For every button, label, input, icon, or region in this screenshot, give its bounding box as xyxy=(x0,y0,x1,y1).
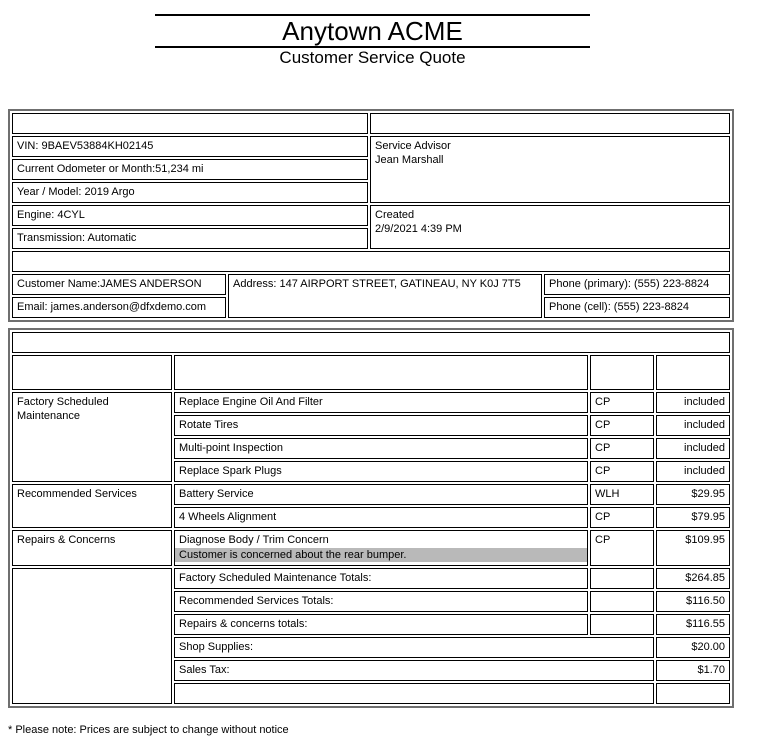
service-labor: CP xyxy=(590,415,654,436)
created-cell xyxy=(370,205,730,249)
vehicle-vin: VIN: 9BAEV53884KH02145 xyxy=(12,136,368,157)
service-group-repairs: Repairs & Concerns xyxy=(12,530,172,566)
col-header-services: Services xyxy=(174,355,588,390)
requested-services-title: Requested Services xyxy=(12,332,730,353)
customer-concern-note: Customer is concerned about the rear bumper. xyxy=(175,548,587,562)
vehicle-info-header: Vehicle Information xyxy=(12,113,368,134)
service-name: Battery Service xyxy=(174,484,588,505)
page-subtitle: Customer Service Quote xyxy=(279,48,466,67)
customer-name: Customer Name:JAMES ANDERSON xyxy=(12,274,226,295)
totals-label: Factory Scheduled Maintenance Totals: xyxy=(174,568,588,589)
service-name: Rotate Tires xyxy=(174,415,588,436)
service-name: Replace Engine Oil And Filter xyxy=(174,392,588,413)
totals-label: Recommended Services Totals: xyxy=(174,591,588,612)
vehicle-engine: Engine: 4CYL xyxy=(12,205,368,226)
document-header xyxy=(155,14,590,69)
customer-phone-primary: Phone (primary): (555) 223-8824 xyxy=(544,274,730,295)
customer-phone-cell: Phone (cell): (555) 223-8824 xyxy=(544,297,730,318)
service-estimate: included xyxy=(656,438,730,459)
col-header-labor-type: Labor Type xyxy=(590,355,654,390)
service-advisor-cell xyxy=(370,136,730,203)
col-header-service-type: Service Type xyxy=(12,355,172,390)
service-quote-page xyxy=(0,14,757,736)
preliminary-total-label: Preliminary Estimated Total: xyxy=(174,683,654,704)
customer-address: Address: 147 AIRPORT STREET, GATINEAU, NY K0J 7T5 xyxy=(228,274,542,318)
totals-value: $20.00 xyxy=(656,637,730,658)
totals-label: Shop Supplies: xyxy=(174,637,654,658)
price-disclaimer-note: * Please note: Prices are subject to change without notice xyxy=(8,724,289,736)
service-name: Multi-point Inspection xyxy=(174,438,588,459)
created-label: Created xyxy=(375,209,415,221)
service-labor: CP xyxy=(590,507,654,528)
service-advisor-name: Jean Marshall xyxy=(375,154,444,166)
service-type-empty-cell xyxy=(12,568,172,704)
service-estimate: $109.95 xyxy=(656,530,730,566)
service-row xyxy=(12,392,730,413)
service-dept-header: Service Department Information xyxy=(370,113,730,134)
service-advisor-label: Service Advisor xyxy=(375,140,451,152)
totals-row xyxy=(12,568,730,589)
labor-empty-cell xyxy=(590,568,654,589)
totals-value: $116.55 xyxy=(656,614,730,635)
service-estimate: $79.95 xyxy=(656,507,730,528)
col-header-line-estimate: Line Estimate xyxy=(656,355,730,390)
service-group-factory: Factory Scheduled Maintenance xyxy=(12,392,172,482)
service-row xyxy=(12,530,730,566)
service-name: Diagnose Body / Trim Concern xyxy=(179,534,329,546)
vehicle-customer-info-table xyxy=(8,109,734,322)
service-group-recommended: Recommended Services xyxy=(12,484,172,528)
service-estimate: $29.95 xyxy=(656,484,730,505)
requested-services-table xyxy=(8,328,734,708)
service-estimate: included xyxy=(656,415,730,436)
totals-value: $1.70 xyxy=(656,660,730,681)
totals-value: $264.85 xyxy=(656,568,730,589)
vehicle-transmission: Transmission: Automatic xyxy=(12,228,368,249)
page-title: Anytown ACME xyxy=(282,16,463,46)
service-estimate: included xyxy=(656,461,730,482)
vehicle-odometer: Current Odometer or Month:51,234 mi xyxy=(12,159,368,180)
customer-email: Email: james.anderson@dfxdemo.com xyxy=(12,297,226,318)
service-name-with-note xyxy=(174,530,588,566)
service-name: 4 Wheels Alignment xyxy=(174,507,588,528)
created-value: 2/9/2021 4:39 PM xyxy=(375,223,462,235)
totals-label: Sales Tax: xyxy=(174,660,654,681)
labor-empty-cell xyxy=(590,591,654,612)
service-labor: WLH xyxy=(590,484,654,505)
labor-empty-cell xyxy=(590,614,654,635)
preliminary-total-value: $491.40 xyxy=(656,683,730,704)
service-estimate: included xyxy=(656,392,730,413)
service-labor: CP xyxy=(590,392,654,413)
service-labor: CP xyxy=(590,461,654,482)
service-name: Replace Spark Plugs xyxy=(174,461,588,482)
totals-label: Repairs & concerns totals: xyxy=(174,614,588,635)
service-labor: CP xyxy=(590,438,654,459)
totals-value: $116.50 xyxy=(656,591,730,612)
service-labor: CP xyxy=(590,530,654,566)
vehicle-year-model: Year / Model: 2019 Argo xyxy=(12,182,368,203)
service-row xyxy=(12,484,730,505)
customer-info-header: Customer Information xyxy=(12,251,730,272)
